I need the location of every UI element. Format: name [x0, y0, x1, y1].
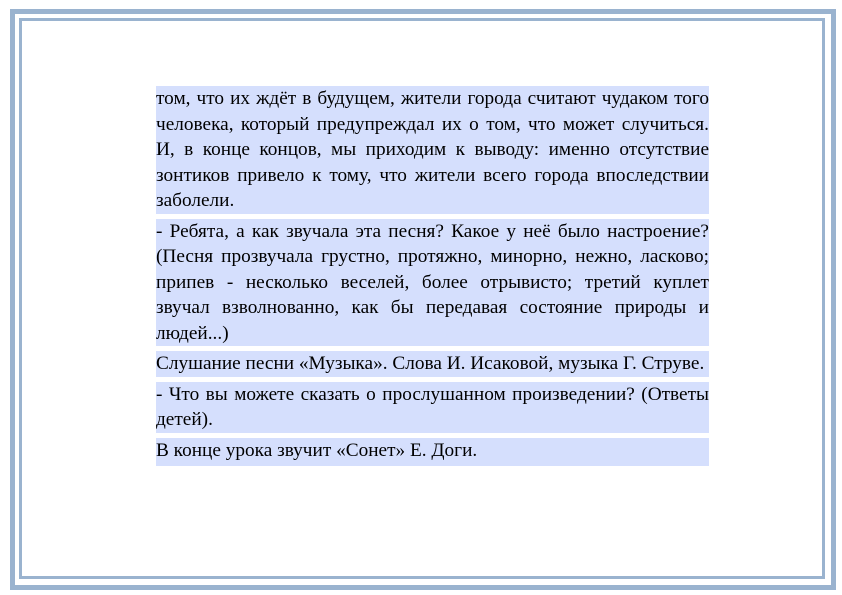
paragraph-story-conclusion: том, что их ждёт в будущем, жители города считают чудаком того человека, который предупреждал их о том, что может случиться. И, в конце концов, мы приходим к выводу: именно отсутствие зонтиков привело к тому, что жители всего города впоследствии заболели.: [156, 86, 709, 214]
paragraph-song-mood-question: - Ребята, а как звучала эта песня? Какое у неё было настроение? (Песня прозвучала грустно, протяжно, минорно, нежно, ласково; припев - несколько веселей, более отрывисто; третий куплет звучал взволнованно, как бы передавая состояние природы и людей...): [156, 219, 709, 347]
slide-text-block: [156, 86, 709, 466]
paragraph-lesson-ending: В конце урока звучит «Сонет» Е. Доги.: [156, 438, 709, 467]
paragraph-discussion-question: - Что вы можете сказать о прослушанном произведении? (Ответы детей).: [156, 382, 709, 433]
paragraph-listening-song: Слушание песни «Музыка». Слова И. Исаковой, музыка Г. Струве.: [156, 351, 709, 377]
